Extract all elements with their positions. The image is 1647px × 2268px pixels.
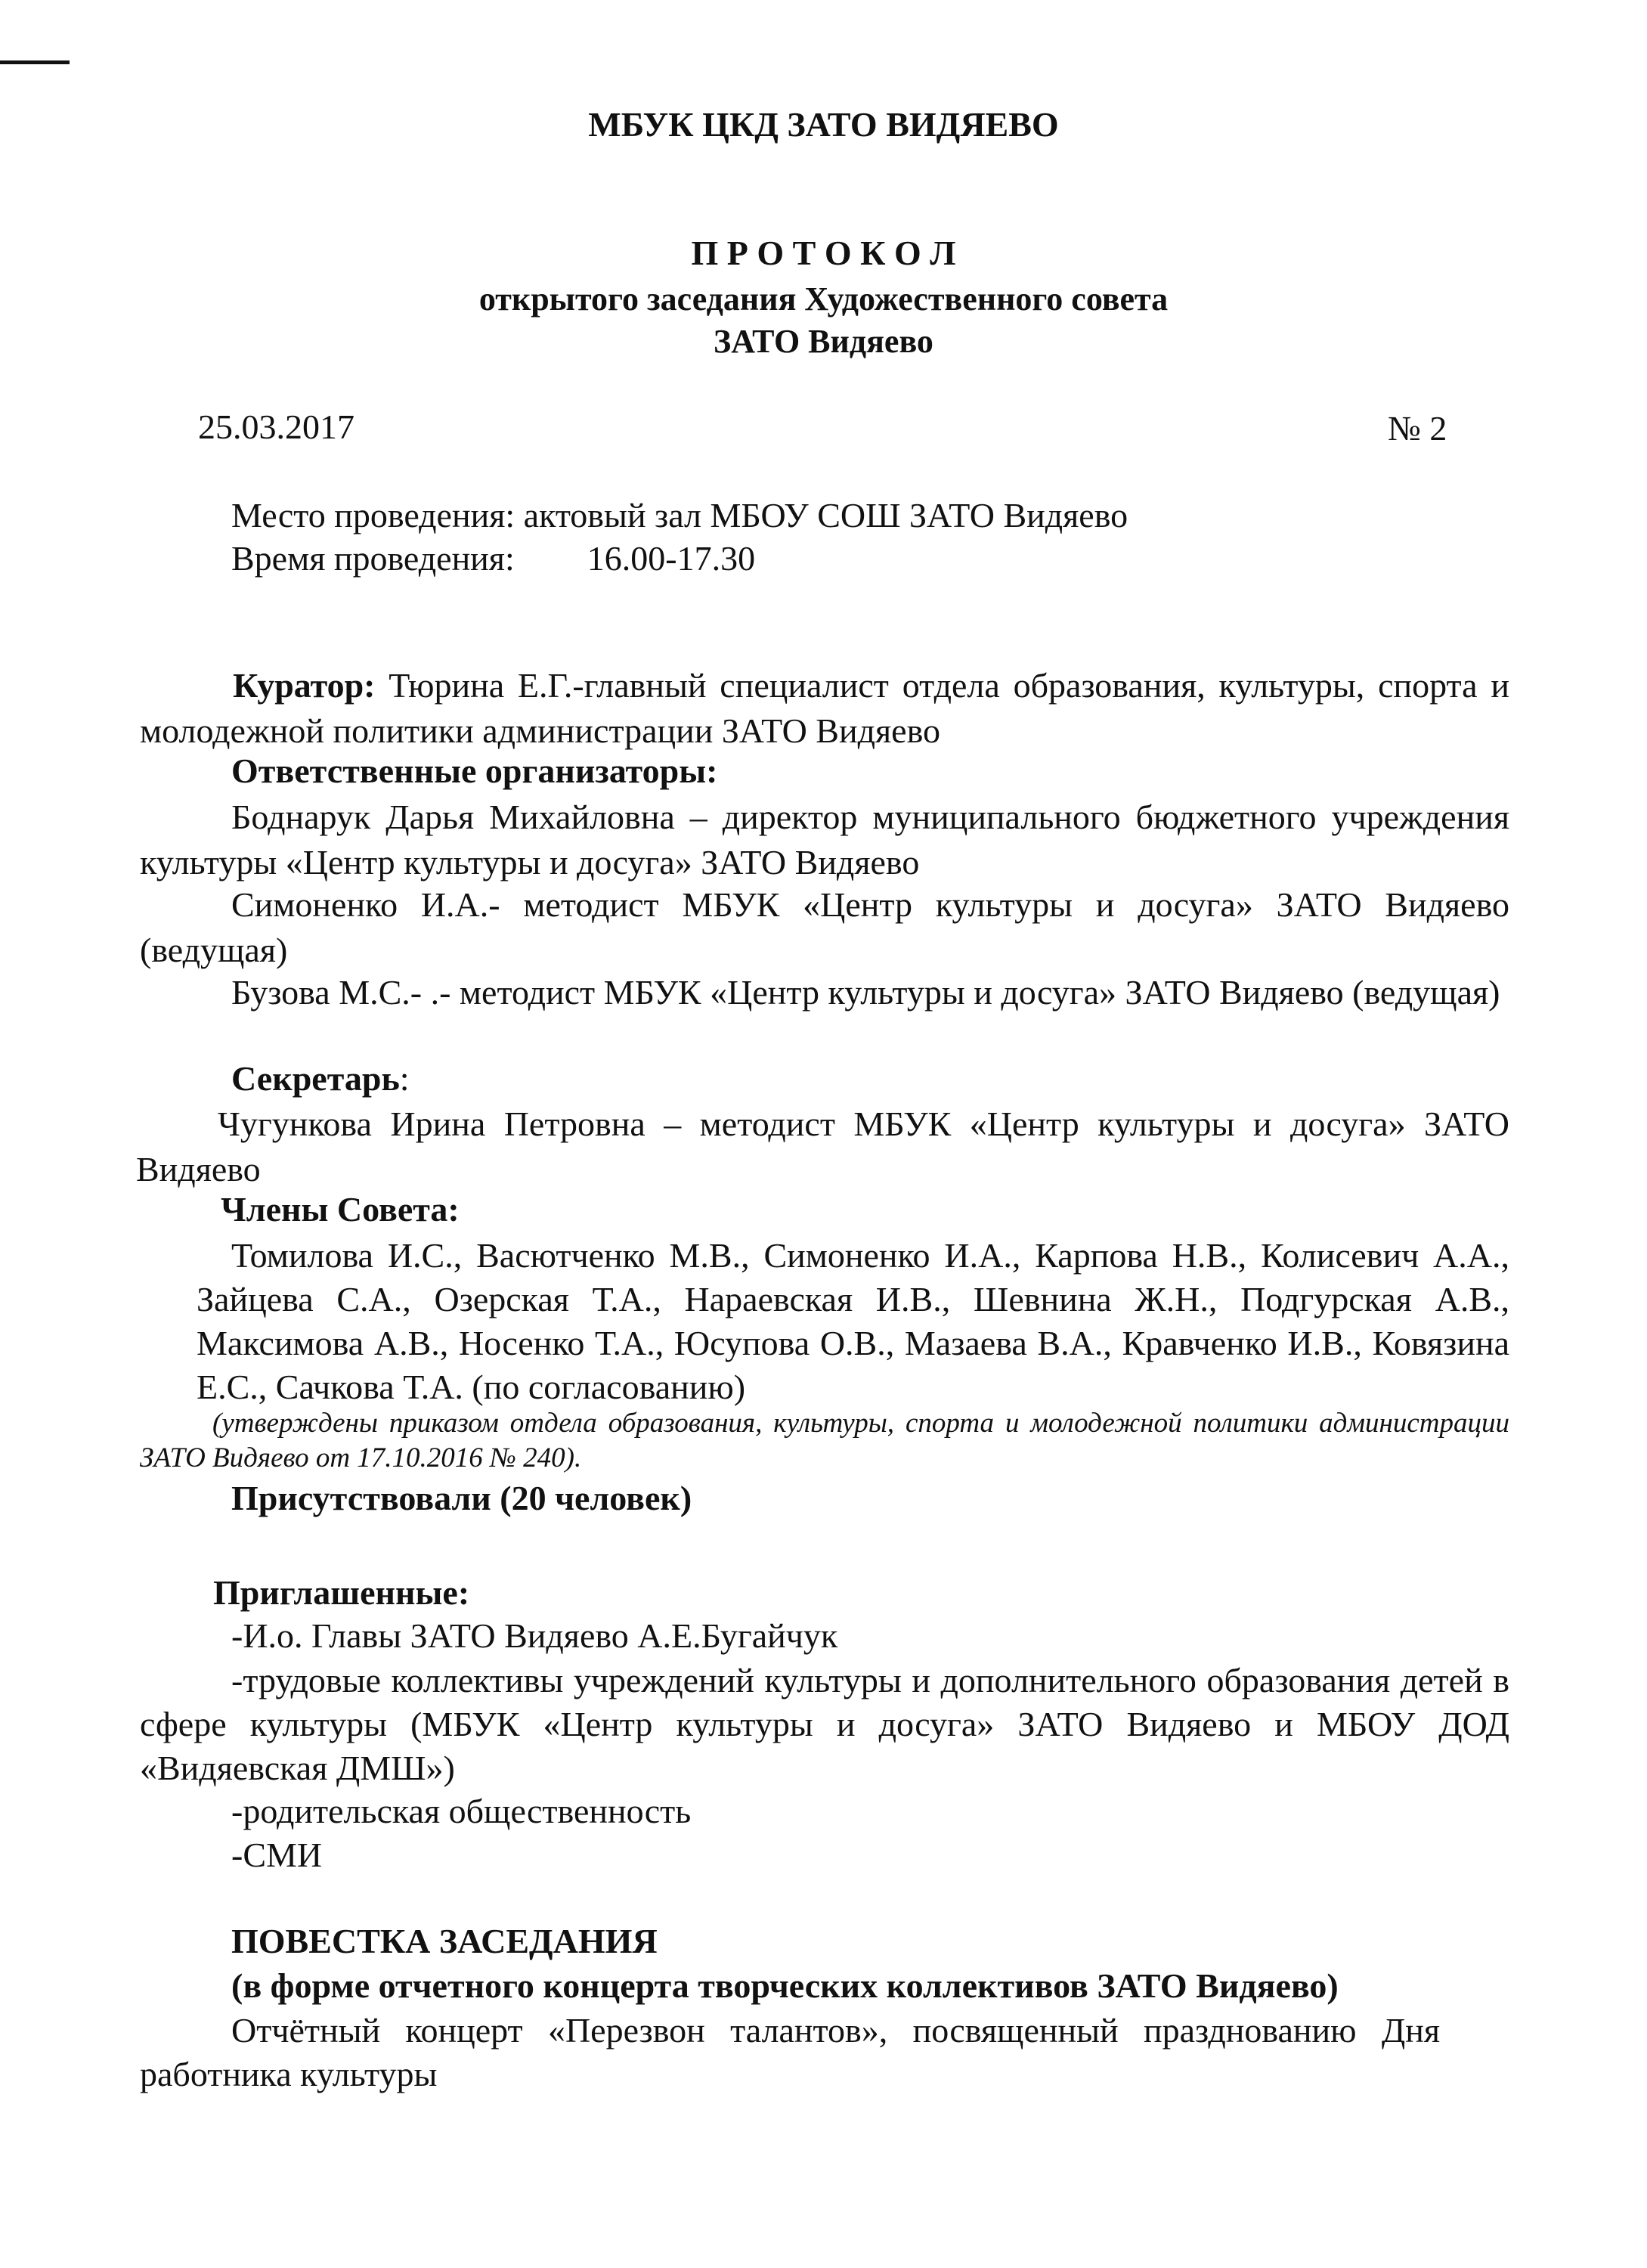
document-number: № 2 bbox=[1388, 409, 1447, 448]
meeting-place bbox=[231, 495, 1128, 535]
invited-item: -И.о. Главы ЗАТО Видяево А.Е.Бугайчук bbox=[231, 1616, 838, 1655]
curator-paragraph bbox=[140, 663, 1509, 754]
meeting-time bbox=[231, 538, 755, 578]
secretary-label: Секретарь bbox=[231, 1059, 400, 1098]
organization-title: МБУК ЦКД ЗАТО ВИДЯЕВО bbox=[588, 105, 1059, 144]
curator-text: Тюрина Е.Г.-главный специалист отдела образования, культуры, спорта и молодежной политики администрации ЗАТО Видяево bbox=[140, 666, 1509, 750]
scan-edge-mark bbox=[0, 60, 70, 64]
agenda-text: Отчётный концерт «Перезвон талантов», посвященный празднованию Дня работника культуры bbox=[140, 2011, 1440, 2093]
invited-item: -трудовые коллективы учреждений культуры и дополнительного образования детей в сфере культуры (МБУК «Центр культуры и досуга» ЗАТО Видяево и МБОУ ДОД «Видяевская ДМШ») bbox=[140, 1661, 1509, 1787]
secretary-text: Чугункова Ирина Петровна – методист МБУК «Центр культуры и досуга» ЗАТО Видяево bbox=[136, 1105, 1509, 1188]
secretary-colon: : bbox=[399, 1059, 410, 1098]
invited-item: -родительская общественность bbox=[231, 1792, 692, 1830]
document-date: 25.03.2017 bbox=[198, 407, 354, 446]
organizer-item: Бузова М.С.- .- методист МБУК «Центр культуры и досуга» ЗАТО Видяево (ведущая) bbox=[231, 973, 1500, 1012]
place-value: актовый зал МБОУ СОШ ЗАТО Видяево bbox=[523, 496, 1128, 534]
invited-label: Приглашенные: bbox=[213, 1573, 470, 1612]
document-type: П Р О Т О К О Л bbox=[691, 234, 956, 272]
secretary-heading bbox=[231, 1058, 410, 1098]
document-subtitle-line2: ЗАТО Видяево bbox=[714, 323, 933, 360]
invited-item: -СМИ bbox=[231, 1836, 323, 1874]
place-label: Место проведения: bbox=[231, 496, 515, 534]
document-subtitle-line1: открытого заседания Художественного совета bbox=[478, 280, 1169, 318]
organizers-label: Ответственные организаторы: bbox=[231, 751, 718, 790]
attendance: Присутствовали (20 человек) bbox=[231, 1479, 692, 1517]
agenda-title: ПОВЕСТКА ЗАСЕДАНИЯ bbox=[231, 1922, 658, 1960]
organizer-item: Боднарук Дарья Михайловна – директор муниципального бюджетного учреждения культуры «Центр культуры и досуга» ЗАТО Видяево bbox=[140, 798, 1509, 881]
council-label: Члены Совета: bbox=[221, 1190, 460, 1228]
curator-label: Куратор: bbox=[233, 666, 376, 705]
council-members: Томилова И.С., Васютченко М.В., Симоненко И.А., Карпова Н.В., Колисевич А.А., Зайцева С.А., Озерская Т.А., Нараевская И.В., Шевнина Ж.Н., Подгурская А.В., Максимова А.В., Носенко Т.А., Юсупова О.В., Мазаева В.А., Кравченко И.В., Ковязина Е.С., Сачкова Т.А. (по согласованию) bbox=[197, 1236, 1509, 1406]
agenda-subtitle: (в форме отчетного концерта творческих коллективов ЗАТО Видяево) bbox=[231, 1966, 1339, 2005]
time-label: Время проведения: bbox=[231, 539, 515, 578]
organizer-item: Симоненко И.А.- методист МБУК «Центр культуры и досуга» ЗАТО Видяево (ведущая) bbox=[140, 885, 1509, 969]
time-value: 16.00-17.30 bbox=[587, 539, 756, 578]
approval-note: (утверждены приказом отдела образования, культуры, спорта и молодежной политики администрации ЗАТО Видяево от 17.10.2016 № 240). bbox=[140, 1408, 1509, 1473]
